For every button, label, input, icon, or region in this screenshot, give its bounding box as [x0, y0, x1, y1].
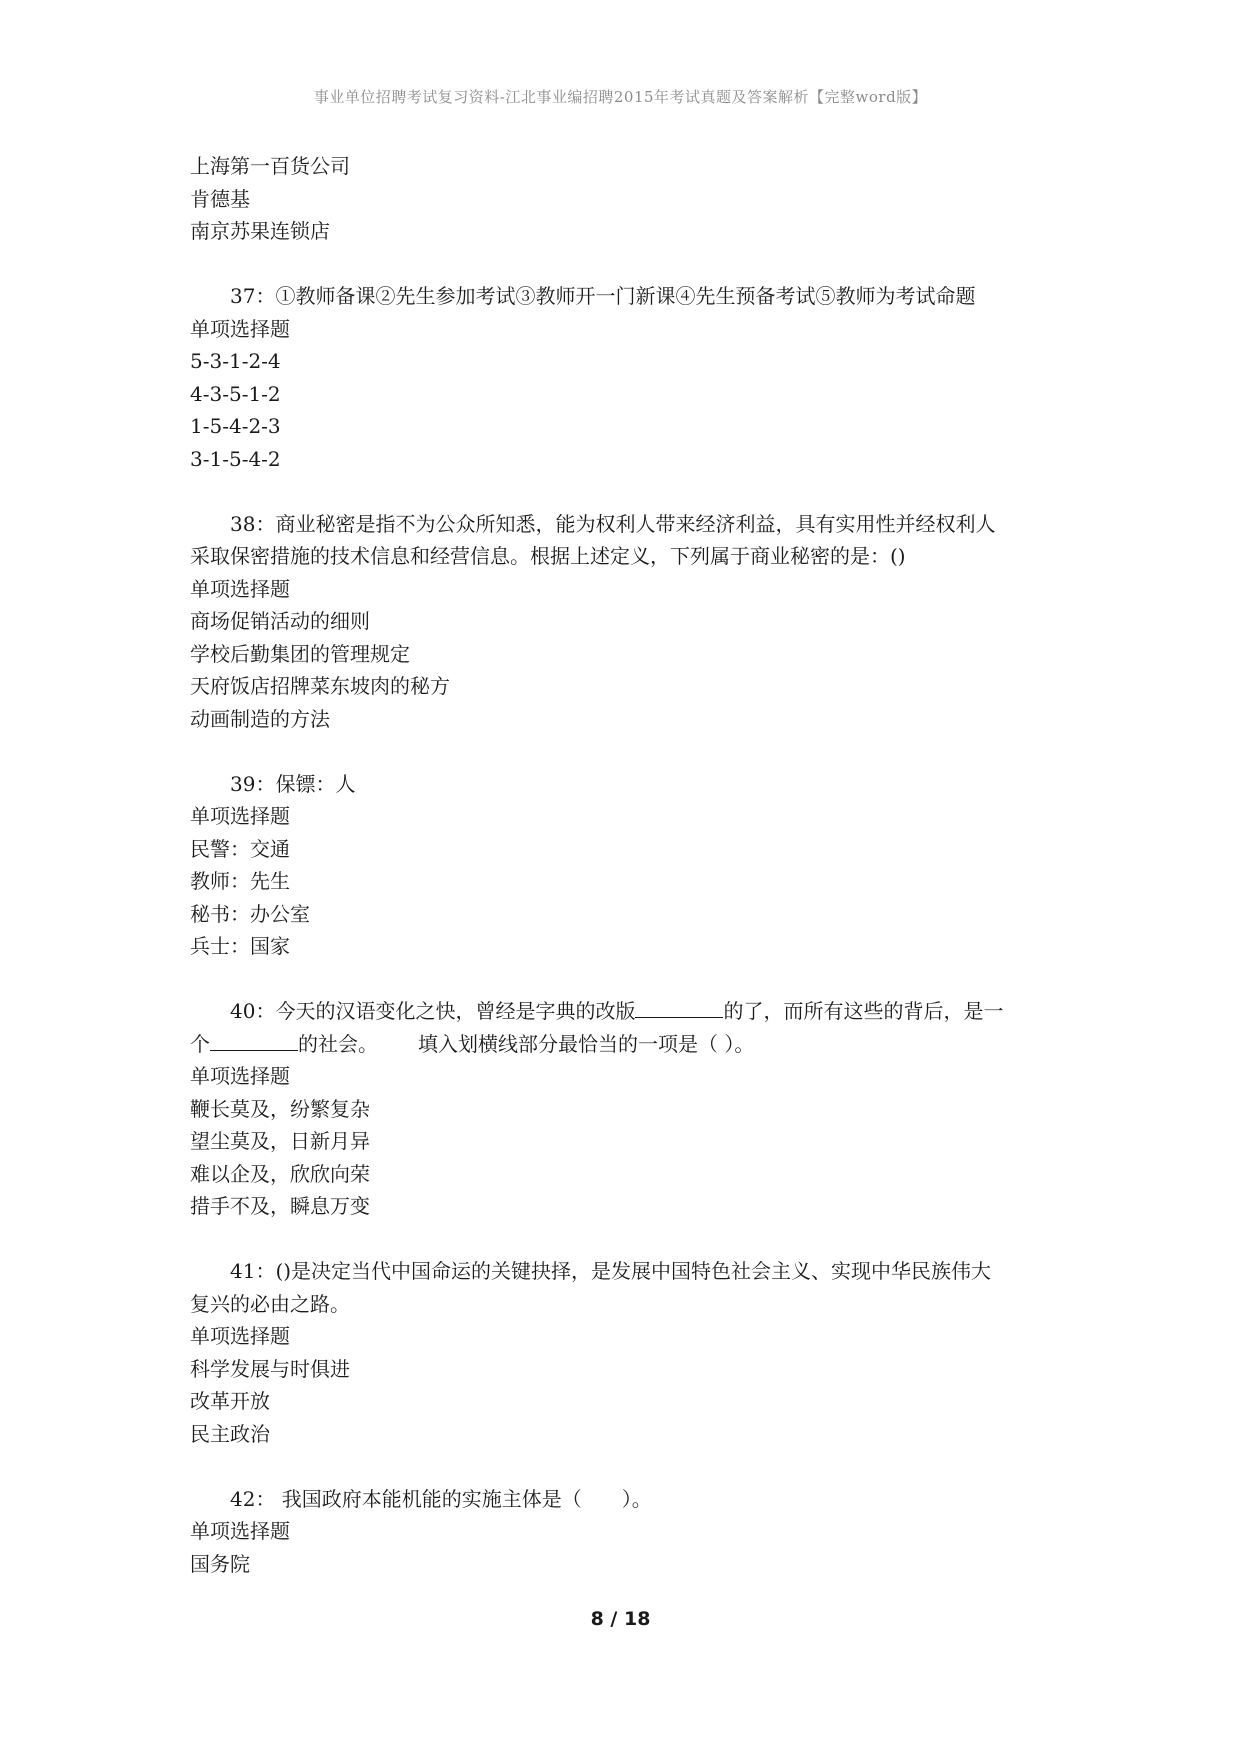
option-item: 措手不及，瞬息万变 — [190, 1194, 370, 1218]
stem-text: 的社会。 — [298, 1031, 378, 1056]
option-item: 5-3-1-2-4 — [190, 349, 281, 373]
option-item: 肯德基 — [190, 186, 250, 211]
question-type: 单项选择题 — [190, 1519, 290, 1543]
option-item: 秘书：办公室 — [190, 901, 310, 926]
question-type: 单项选择题 — [190, 576, 290, 601]
question-stem-continued: 复兴的必由之路。 — [190, 1291, 350, 1316]
question-stem: 38：商业秘密是指不为公众所知悉，能为权利人带来经济利益，具有实用性并经权利人 — [230, 511, 996, 536]
stem-text: 的了，而所有这些的背后，是一 — [723, 999, 1004, 1023]
question-stem — [190, 995, 1070, 1028]
question-stem: 42： 我国政府本能机能的实施主体是（ ）。 — [230, 1486, 652, 1511]
option-item: 民警：交通 — [190, 836, 290, 861]
question-type: 单项选择题 — [190, 804, 290, 828]
option-item: 改革开放 — [190, 1389, 270, 1413]
option-item: 3-1-5-4-2 — [190, 446, 281, 471]
option-item: 鞭长莫及，纷繁复杂 — [190, 1096, 370, 1121]
stem-text: 填入划横线部分最恰当的一项是（ ）。 — [418, 1031, 755, 1056]
option-item: 商场促销活动的细则 — [190, 609, 370, 633]
stem-text: 个 — [190, 1031, 210, 1056]
option-item: 兵士：国家 — [190, 934, 290, 958]
option-item: 上海第一百货公司 — [190, 154, 350, 178]
option-item: 教师：先生 — [190, 869, 290, 893]
option-item: 难以企及，欣欣向荣 — [190, 1161, 370, 1186]
fill-blank — [635, 995, 723, 1018]
option-item: 4-3-5-1-2 — [190, 381, 281, 406]
option-item: 望尘莫及，日新月异 — [190, 1129, 370, 1153]
document-header: 事业单位招聘考试复习资料-江北事业编招聘2015年考试真题及答案解析【完整word版】 — [313, 88, 928, 106]
fill-blank — [210, 1028, 298, 1051]
question-type: 单项选择题 — [190, 1324, 290, 1348]
question-type: 单项选择题 — [190, 316, 290, 341]
option-item: 动画制造的方法 — [190, 706, 330, 731]
document-body — [190, 150, 1070, 1580]
question-type: 单项选择题 — [190, 1064, 290, 1088]
option-item: 1-5-4-2-3 — [190, 414, 281, 438]
option-item: 南京苏果连锁店 — [190, 219, 330, 243]
option-item: 学校后勤集团的管理规定 — [190, 641, 410, 666]
page-number: 8 / 18 — [590, 1608, 651, 1630]
option-item: 民主政治 — [190, 1421, 270, 1446]
option-item: 国务院 — [190, 1551, 250, 1576]
option-item: 科学发展与时俱进 — [190, 1356, 350, 1381]
question-stem: 41：()是决定当代中国命运的关键抉择，是发展中国特色社会主义、实现中华民族伟大 — [230, 1259, 992, 1283]
question-stem: 39：保镖：人 — [230, 771, 356, 796]
question-stem-continued — [190, 1028, 1070, 1061]
stem-text: 40：今天的汉语变化之快，曾经是字典的改版 — [230, 999, 636, 1023]
question-stem: 37：①教师备课②先生参加考试③教师开一门新课④先生预备考试⑤教师为考试命题 — [230, 284, 976, 308]
option-item: 天府饭店招牌菜东坡肉的秘方 — [190, 674, 450, 698]
question-stem-continued: 采取保密措施的技术信息和经营信息。根据上述定义，下列属于商业秘密的是：() — [190, 544, 906, 568]
